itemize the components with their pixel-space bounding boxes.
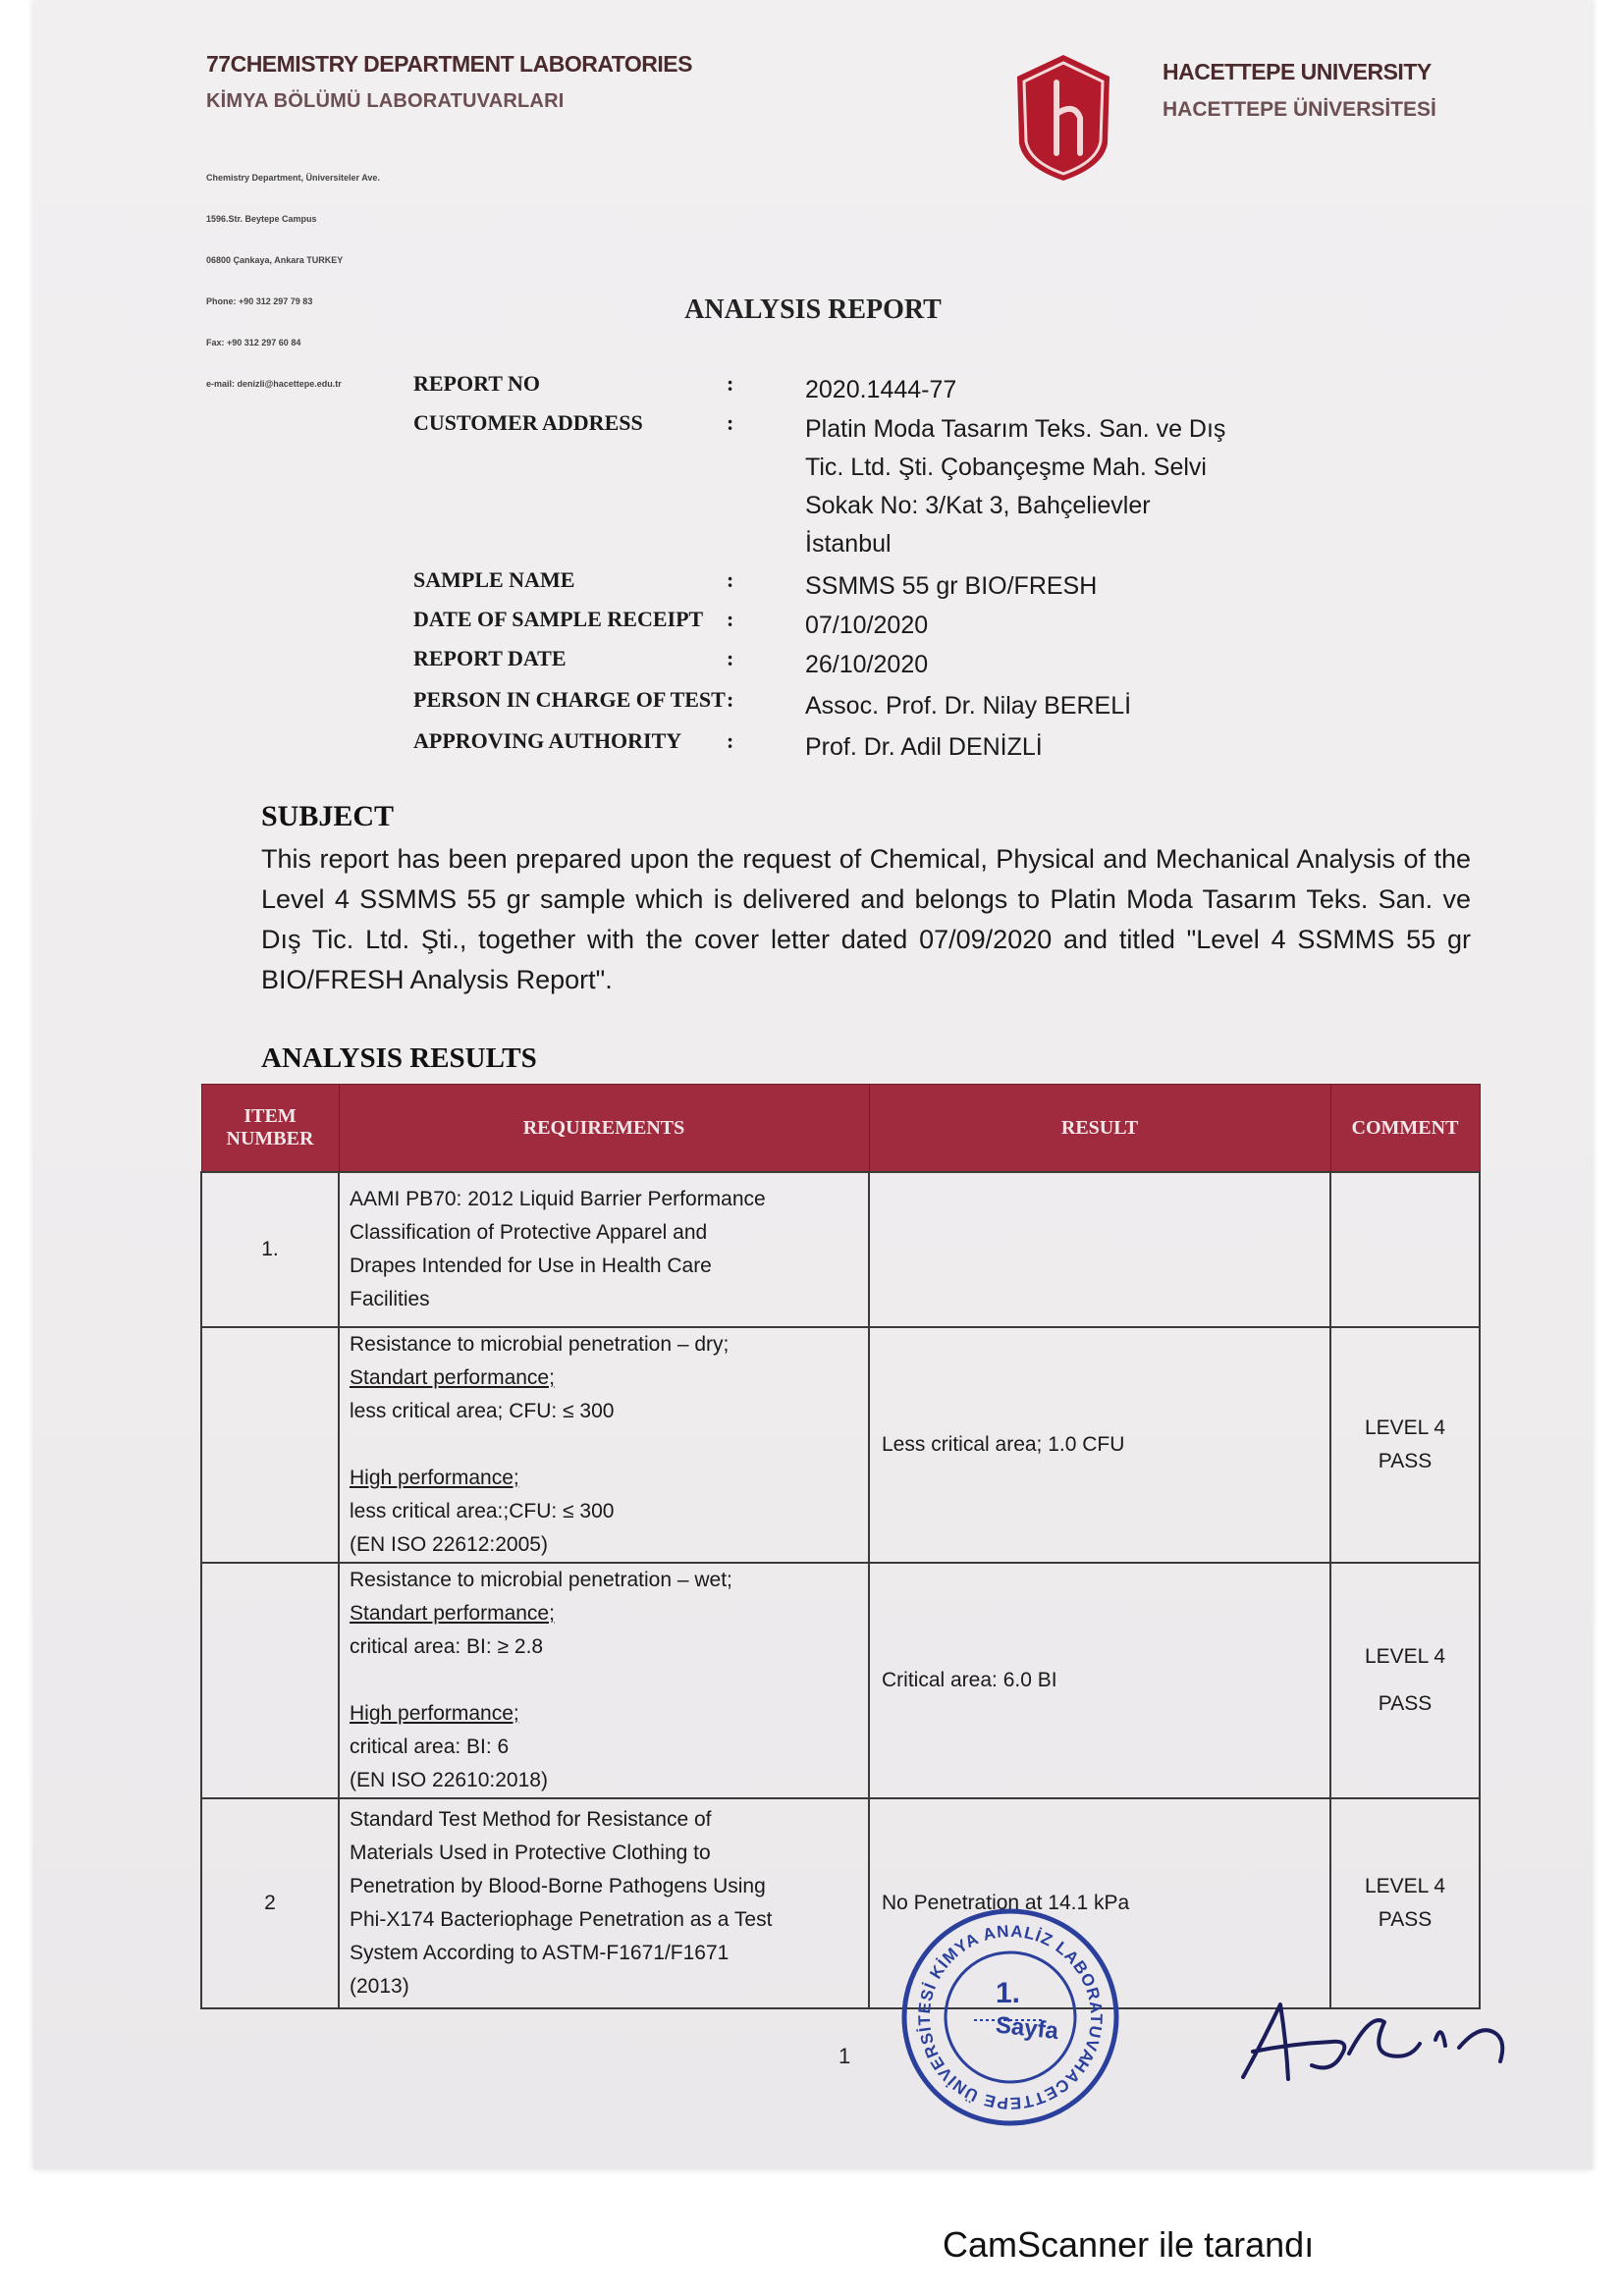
comment-cell: LEVEL 4 PASS (1330, 1327, 1480, 1563)
table-row (201, 1798, 1480, 2008)
approving-authority-value: Prof. Dr. Adil DENİZLİ (805, 733, 1043, 761)
report-title: ANALYSIS REPORT (684, 294, 942, 325)
item-number-cell: 2 (201, 1798, 339, 2008)
comment-cell: LEVEL 4 PASS (1330, 1563, 1480, 1798)
person-in-charge-label: PERSON IN CHARGE OF TEST (413, 687, 726, 712)
report-no-label: REPORT NO (413, 371, 541, 396)
hacettepe-h-logo-icon (1009, 53, 1117, 183)
comment-cell (1330, 1172, 1480, 1327)
requirements-cell: Standard Test Method for Resistance of Materials Used in Protective Clothing to Penetration by Blood-Borne Pathogens Using Phi-X174 Bacteriophage Penetration as a Test System According to ASTM-F1671/F1671 (2013) (339, 1798, 869, 2008)
receipt-date-colon: : (727, 607, 734, 631)
item-number-cell (201, 1563, 339, 1798)
subject-heading: SUBJECT (261, 800, 395, 832)
sample-name-colon: : (727, 567, 734, 592)
report-date-value: 26/10/2020 (805, 651, 929, 678)
report-date-colon: : (727, 646, 734, 670)
page-number: 1 (839, 2044, 851, 2068)
approving-authority-label: APPROVING AUTHORITY (413, 728, 682, 753)
customer-address-value: Platin Moda Tasarım Teks. San. ve Dış Tic. Ltd. Şti. Çobançeşme Mah. Selvi Sokak No: 3/Kat 3, Bahçelievler İstanbul (805, 415, 1226, 558)
camscanner-footer: CamScanner ile tarandı (943, 2224, 1315, 2265)
requirements-cell: Resistance to microbial penetration – dry; Standart performance; less critical area; CFU: ≤ 300 High performance; less critical area:;CFU: ≤ 300 (EN ISO 22612:2005) (339, 1327, 869, 1563)
person-in-charge-value: Assoc. Prof. Dr. Nilay BERELİ (805, 692, 1132, 720)
svg-text:1.: 1. (996, 1977, 1021, 2009)
result-cell: Critical area: 6.0 BI (869, 1563, 1330, 1798)
table-header-row (201, 1085, 1480, 1173)
document-page (33, 0, 1593, 2169)
department-name-tr: KİMYA BÖLÜMÜ LABORATUVARLARI (206, 90, 565, 112)
customer-address-label: CUSTOMER ADDRESS (413, 410, 643, 435)
receipt-date-label: DATE OF SAMPLE RECEIPT (413, 607, 704, 631)
column-header-comment: COMMENT (1330, 1085, 1480, 1173)
column-header-result: RESULT (869, 1085, 1330, 1173)
svg-text:HACETTEPE ÜNİVERSİTESİ KİMYA A: HACETTEPE ÜNİVERSİTESİ KİMYA ANALİZ LABORATUVARI (914, 1921, 1107, 2113)
result-cell: No Penetration at 14.1 kPa (869, 1798, 1330, 2008)
svg-text:Sayfa: Sayfa (994, 2011, 1060, 2046)
result-cell: Less critical area; 1.0 CFU (869, 1327, 1330, 1563)
analysis-results-table (200, 1084, 1481, 2009)
table-row (201, 1172, 1480, 1327)
department-address: Chemistry Department, Üniversiteler Ave. 1596.Str. Beytepe Campus 06800 Çankaya, Ankara TURKEY Phone: +90 312 297 79 83 Fax: +90 312 297 60 84 e-mail: denizli@hacettepe.edu.tr (206, 173, 380, 389)
analysis-results-heading: ANALYSIS RESULTS (261, 1042, 537, 1074)
subject-text: This report has been prepared upon the request of Chemical, Physical and Mechanical Analysis of the Level 4 SSMMS 55 gr sample which is delivered and belongs to Platin Moda Tasarım Teks. San. ve Dış Tic. Ltd. Şti., together with the cover letter dated 07/09/2020 and titled "Level 4 SSMMS 55 gr BIO/FRESH Analysis Report". (261, 844, 1471, 994)
sample-name-value: SSMMS 55 gr BIO/FRESH (805, 572, 1098, 600)
customer-address-colon: : (727, 410, 734, 435)
approving-authority-colon: : (727, 728, 734, 753)
report-no-value: 2020.1444-77 (805, 376, 957, 403)
requirements-cell: Resistance to microbial penetration – wet; Standart performance; critical area: BI: ≥ 2.8 High performance; critical area: BI: 6 (EN ISO 22610:2018) (339, 1563, 869, 1798)
report-no-colon: : (727, 371, 734, 396)
column-header-requirements: REQUIREMENTS (339, 1085, 869, 1173)
table-row (201, 1563, 1480, 1798)
sample-name-label: SAMPLE NAME (413, 567, 575, 592)
column-header-item-number: ITEM NUMBER (201, 1085, 339, 1173)
comment-cell: LEVEL 4 PASS (1330, 1798, 1480, 2008)
department-name-en: 77CHEMISTRY DEPARTMENT LABORATORIES (206, 51, 692, 77)
item-number-cell: 1. (201, 1172, 339, 1327)
result-cell (869, 1172, 1330, 1327)
requirements-cell: AAMI PB70: 2012 Liquid Barrier Performance Classification of Protective Apparel and Drapes Intended for Use in Health Care Facilities (339, 1172, 869, 1327)
item-number-cell (201, 1327, 339, 1563)
person-in-charge-colon: : (727, 687, 734, 712)
receipt-date-value: 07/10/2020 (805, 612, 929, 639)
laboratory-stamp-icon (897, 1904, 1123, 2130)
handwritten-signature-icon (1223, 1983, 1557, 2101)
report-date-label: REPORT DATE (413, 646, 567, 670)
table-row (201, 1327, 1480, 1563)
university-name-tr: HACETTEPE ÜNİVERSİTESİ (1163, 98, 1436, 121)
university-name-en: HACETTEPE UNIVERSITY (1163, 59, 1432, 84)
